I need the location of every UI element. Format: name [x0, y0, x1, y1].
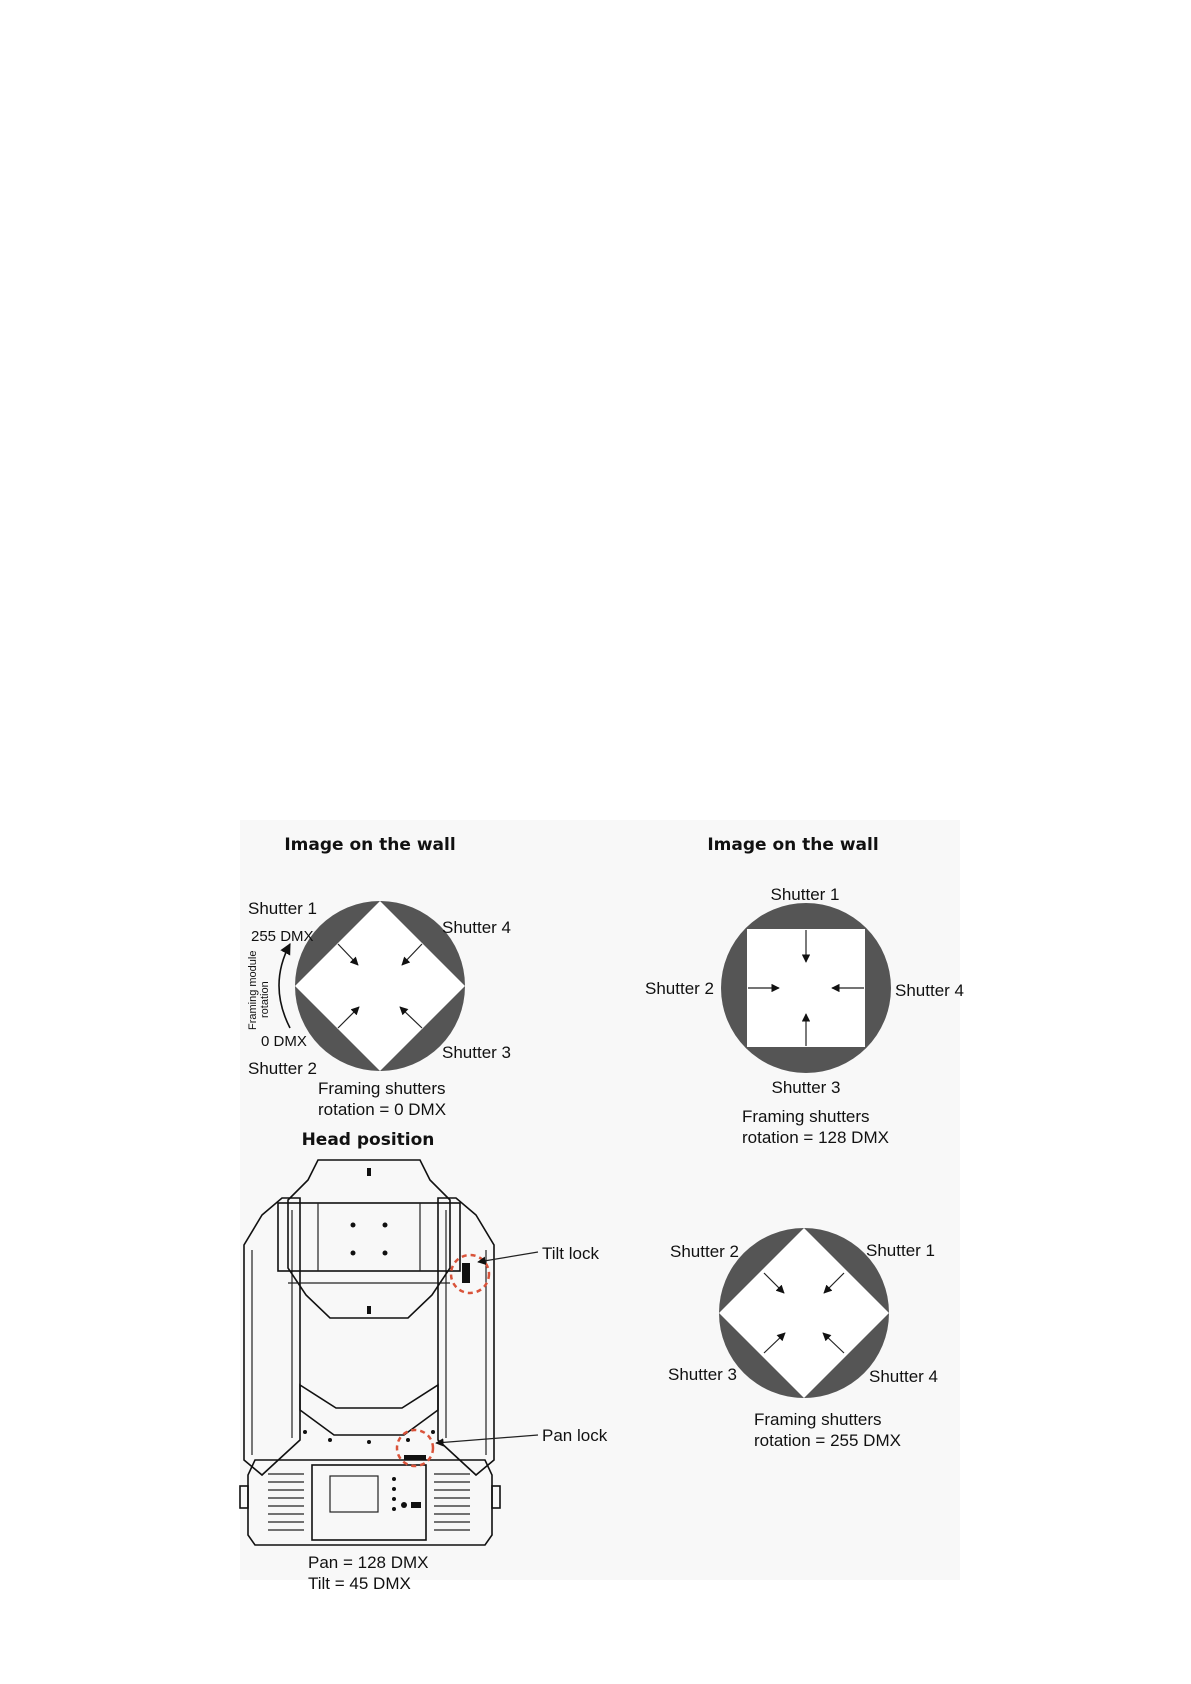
head-position: [240, 1130, 608, 1593]
shutter-3-label-a: Shutter 3: [442, 1043, 511, 1062]
handle-right: [492, 1486, 500, 1508]
pan-lock-knob: [404, 1455, 426, 1460]
diagram-a-title: Image on the wall: [284, 835, 456, 855]
caption-a-line1: Framing shutters: [318, 1079, 446, 1098]
rotation-arrow: [279, 944, 290, 1028]
caption-a-line2: rotation = 0 DMX: [318, 1100, 447, 1119]
handle-left: [240, 1486, 248, 1508]
shutter-3-label-c: Shutter 3: [668, 1365, 737, 1384]
shutter-4-label-b: Shutter 4: [895, 981, 964, 1000]
caption-b-line2: rotation = 128 DMX: [742, 1128, 889, 1147]
shutter-2-label-b: Shutter 2: [645, 979, 714, 998]
base-vents-right: [434, 1474, 470, 1530]
tilt-lock-label: Tilt lock: [542, 1244, 599, 1263]
dmx-0-label: 0 DMX: [261, 1033, 307, 1050]
rotation-label-line1: Framing module: [247, 950, 259, 1030]
caption-c-line1: Framing shutters: [754, 1410, 882, 1429]
caption-b-line1: Framing shutters: [742, 1107, 870, 1126]
pan-lock-label: Pan lock: [542, 1426, 608, 1445]
shutter-1-label-a: Shutter 1: [248, 899, 317, 918]
diagram-rotation-0: [247, 835, 511, 1119]
shutter-4-label-c: Shutter 4: [869, 1367, 938, 1386]
head-body: [288, 1160, 450, 1318]
shutter-1-label-b: Shutter 1: [770, 885, 840, 904]
rotation-label-line2: rotation: [259, 981, 271, 1018]
pan-value: Pan = 128 DMX: [308, 1553, 429, 1572]
head-front-panel: [278, 1203, 460, 1271]
shutter-4-label-a: Shutter 4: [442, 918, 511, 937]
fixture-base: [248, 1460, 492, 1545]
yoke-crossbar: [300, 1385, 438, 1435]
head-position-title: Head position: [301, 1130, 435, 1150]
shutter-2-label-c: Shutter 2: [670, 1242, 739, 1261]
moving-head-drawing: [240, 1160, 500, 1545]
caption-c-line2: rotation = 255 DMX: [754, 1431, 901, 1450]
diagram-rotation-128: [645, 835, 964, 1147]
shutter-2-label-a: Shutter 2: [248, 1059, 317, 1078]
display-screen: [330, 1476, 378, 1512]
dmx-255-label: 255 DMX: [251, 928, 314, 945]
shutter-3-label-b: Shutter 3: [771, 1078, 841, 1097]
tilt-lock-pointer: [478, 1252, 538, 1262]
tilt-value: Tilt = 45 DMX: [308, 1574, 411, 1593]
shutter-1-label-c: Shutter 1: [866, 1241, 935, 1260]
diagram-b-title: Image on the wall: [707, 835, 879, 855]
pan-lock-pointer: [436, 1435, 538, 1443]
base-vents-left: [268, 1474, 304, 1530]
tilt-lock-knob: [462, 1263, 470, 1283]
diagram-rotation-255: [668, 1228, 938, 1450]
